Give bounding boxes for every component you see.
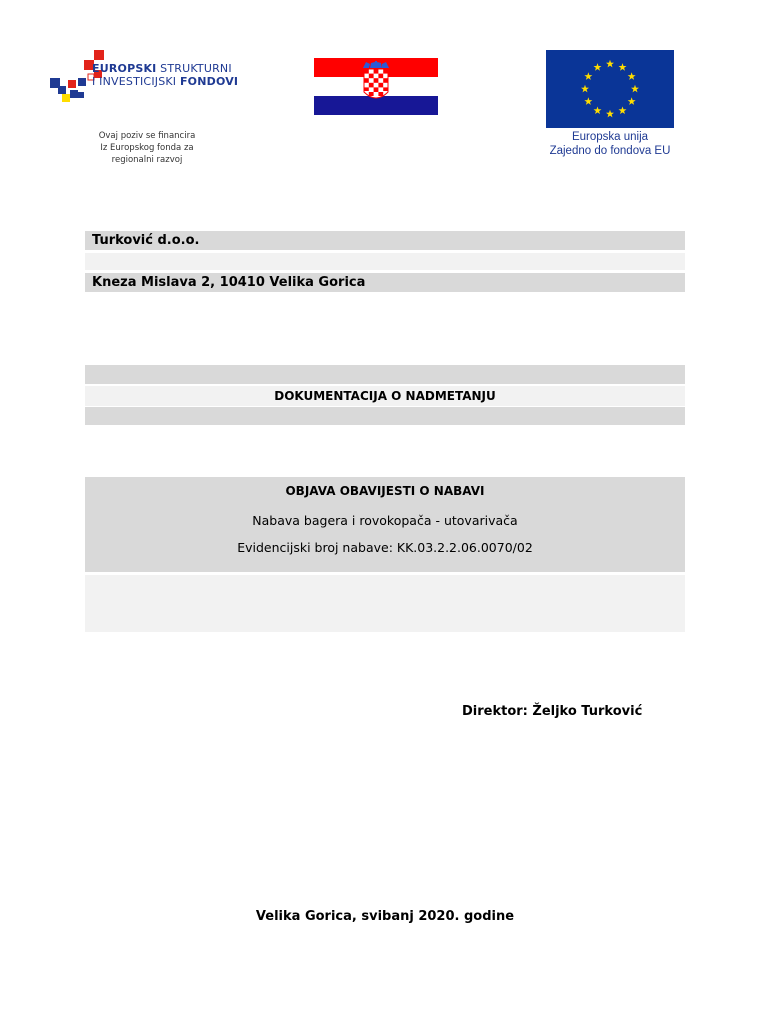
croatian-coat-of-arms-icon [363,61,389,98]
croatian-flag [314,58,438,115]
eu-star-icon [581,85,589,93]
company-address-band [85,273,685,292]
company-name: Turković d.o.o. [92,233,200,248]
esif-logo-text [92,62,238,88]
eu-star-icon [619,63,627,71]
eu-star-icon [594,106,602,114]
title-band [85,386,685,406]
director-signature: Direktor: Željko Turković [462,704,643,719]
esif-caption-line2: Iz Europskog fonda za [100,143,194,153]
esif-line1-rest: STRUKTURNI [156,62,232,75]
eu-caption-line1: Europska unija [571,131,649,143]
eu-caption-line2: Zajedno do fondova EU [549,145,671,157]
notice-title: OBJAVA OBAVIJESTI O NABAVI [285,484,485,498]
esif-line2-bold: FONDOVI [179,75,239,88]
eu-star-icon [628,97,636,105]
notice-block [85,477,685,572]
eu-flag [546,50,674,128]
eu-star-icon [631,85,639,93]
eu-star-icon [594,63,602,71]
eu-caption [536,130,684,158]
title-top-band [85,365,685,384]
eu-star-icon [619,106,627,114]
eu-star-icon [628,72,636,80]
notice-spacer-band [85,575,685,632]
esif-caption-line1: Ovaj poziv se financira [98,131,196,141]
esif-caption-line3: regionalni razvoj [111,155,183,165]
eu-stars-icon [546,50,674,128]
notice-reference: Evidencijski broj nabave: KK.03.2.2.06.0070/02 [237,540,533,555]
eu-star-icon [584,72,592,80]
title-bottom-band [85,407,685,425]
notice-subject: Nabava bagera i rovokopača - utovarivača [252,513,518,528]
company-spacer-band [85,253,685,270]
document-title: DOKUMENTACIJA O NADMETANJU [274,389,496,403]
company-name-band [85,231,685,250]
eu-star-icon [584,97,592,105]
company-address: Kneza Mislava 2, 10410 Velika Gorica [92,275,366,290]
esif-line1-bold: EUROPSKI [92,62,157,75]
eu-star-icon [606,60,614,68]
place-date: Velika Gorica, svibanj 2020. godine [255,909,515,924]
esif-caption [92,130,202,166]
eu-star-icon [606,110,614,118]
esif-line2-rest: I INVESTICIJSKI [92,75,180,88]
